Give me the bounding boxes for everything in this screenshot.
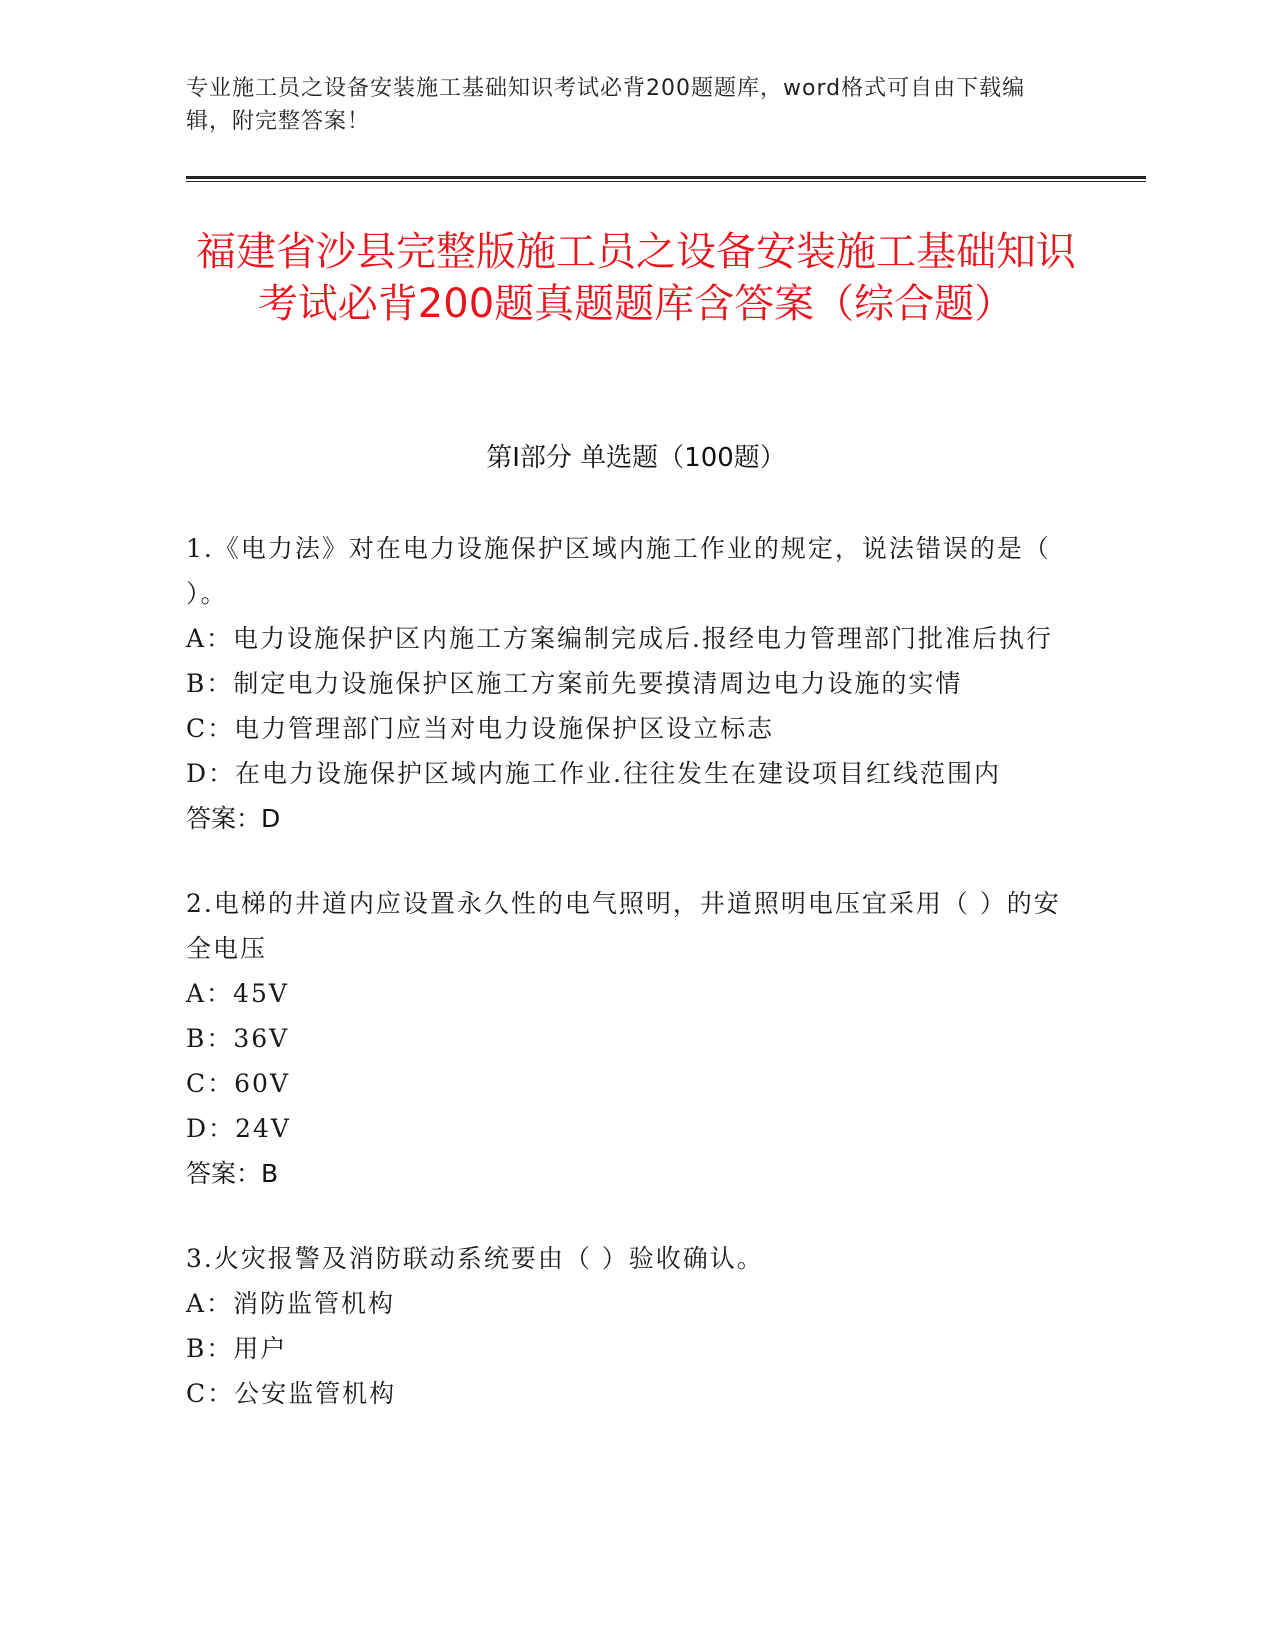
question-option: C：电力管理部门应当对电力设施保护区设立标志 [186, 714, 775, 743]
question-item [186, 526, 1066, 841]
question-stem: 2.电梯的井道内应设置永久性的电气照明，井道照明电压宜采用（ ）的安全电压 [186, 889, 1061, 963]
question-item [186, 881, 1066, 1196]
header-divider-thick [186, 176, 1146, 179]
question-option: B：制定电力设施保护区施工方案前先要摸清周边电力设施的实情 [186, 669, 963, 698]
question-option: B：用户 [186, 1334, 288, 1363]
question-option: A：45V [186, 979, 289, 1008]
header-divider-thin [186, 181, 1146, 182]
document-title: 福建省沙县完整版施工员之设备安装施工基础知识考试必背200题真题题库含答案（综合题） [196, 229, 1076, 327]
question-option: A：电力设施保护区内施工方案编制完成后.报经电力管理部门批准后执行 [186, 624, 1054, 653]
question-option: A：消防监管机构 [186, 1289, 396, 1318]
question-answer: 答案：D [186, 804, 281, 833]
question-list [186, 526, 1066, 1456]
question-answer: 答案：B [186, 1159, 279, 1188]
question-option: C：60V [186, 1069, 290, 1098]
header-note: 专业施工员之设备安装施工基础知识考试必背200题题库，word格式可自由下载编辑，附完整答案！ [186, 76, 1026, 134]
question-option: C：公安监管机构 [186, 1379, 397, 1408]
question-option: D：在电力设施保护区域内施工作业.往往发生在建设项目红线范围内 [186, 759, 1001, 788]
question-stem: 3.火灾报警及消防联动系统要由（ ）验收确认。 [186, 1244, 764, 1273]
question-option: D：24V [186, 1114, 291, 1143]
question-option: B：36V [186, 1024, 290, 1053]
question-stem: 1.《电力法》对在电力设施保护区域内施工作业的规定，说法错误的是（ ）。 [186, 534, 1051, 608]
question-item [186, 1236, 1066, 1416]
section-title: 第I部分 单选题（100题） [486, 443, 786, 473]
